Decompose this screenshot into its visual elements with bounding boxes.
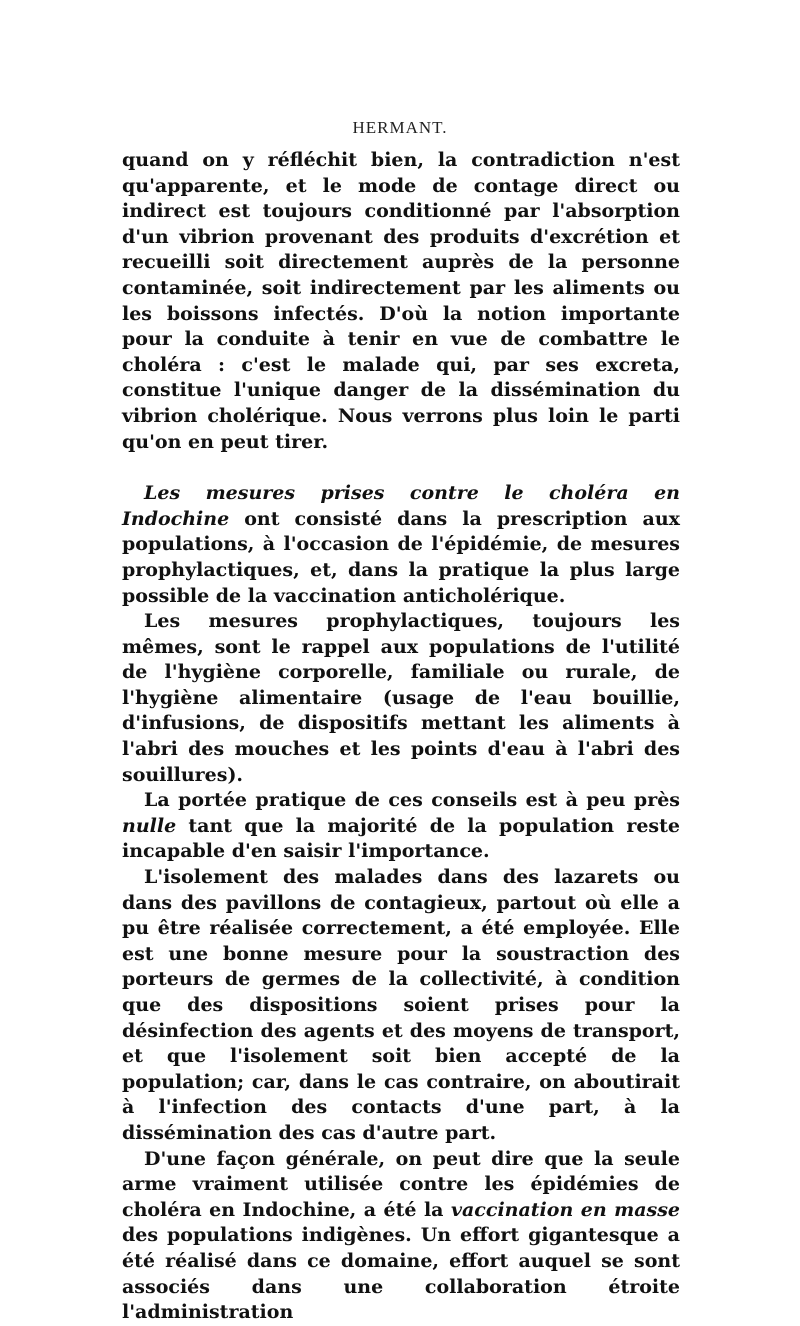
paragraph-4-text-before: La portée pratique de ces conseils est à peu près <box>144 789 680 812</box>
paragraph-6-text-before: D'une façon générale, on peut dire que la seule arme vraiment utilisée contre les épidémies de choléra en Indochine, a été la <box>122 1147 680 1221</box>
italic-vaccination-en-masse: vaccination en masse <box>450 1198 680 1221</box>
running-title: HERMANT. <box>352 118 448 137</box>
paragraph-5-text: L'isolement des malades dans des lazarets ou dans des pavillons de contagieux, partout où elle a pu être réalisée correctement, a été employée. Elle est une bonne mesure pour la soustraction des porteurs de germes de la collectivité, à condition que des dispositions soient prises pour la désinfection des agents et des moyens de transport, et que l'isolement soit bien accepté de la population; car, dans le cas contraire, on aboutirait à l'infection des contacts d'une part, à la dissémination des cas d'autre part. <box>122 866 680 1144</box>
italic-section-lead: Les mesures prises contre le choléra en Indochine <box>122 482 680 530</box>
paragraph-4-text-after: tant que la majorité de la population reste incapable d'en saisir l'importance. <box>122 814 680 863</box>
paragraph-prophylaxis <box>122 609 680 788</box>
paragraph-1-text: quand on y réfléchit bien, la contradiction n'est qu'apparente, et le mode de contage direct ou indirect est toujours conditionné par l'absorption d'un vibrion provenant des produits d'excrétion et recueilli soit directement auprès de la personne contaminée, soit indirectement par les aliments ou les boissons infectés. D'où la notion importante pour la conduite à tenir en vue de combattre le choléra : c'est le malade qui, par ses excreta, constitue l'unique danger de la dissémination du vibrion cholérique. Nous verrons plus loin le parti qu'on en peut tirer. <box>122 149 680 453</box>
paragraph-practical-scope <box>122 788 680 865</box>
paragraph-2-text: ont consisté dans la prescription aux populations, à l'occasion de l'épidémie, de mesures prophylactiques, et, dans la pratique la plus large possible de la vaccination anticholérique. <box>122 507 680 607</box>
paragraph-6-text-after: des populations indigènes. Un effort gigantesque a été réalisé dans ce domaine, effort auquel se sont associés dans une collaboration étroite l'administration <box>122 1224 680 1324</box>
paragraph-3-text: Les mesures prophylactiques, toujours les mêmes, sont le rappel aux populations de l'utilité de l'hygiène corporelle, familiale ou rurale, de l'hygiène alimentaire (usage de l'eau bouillie, d'infusions, de dispositifs mettant les aliments à l'abri des mouches et les points d'eau à l'abri des souillures). <box>122 610 680 786</box>
body-text <box>122 148 680 1326</box>
paragraph-continuation <box>122 148 680 455</box>
italic-nulle: nulle <box>122 814 177 837</box>
paragraph-vaccination <box>122 1147 680 1326</box>
paragraph-measures-intro <box>122 481 680 609</box>
paragraph-isolation <box>122 865 680 1147</box>
